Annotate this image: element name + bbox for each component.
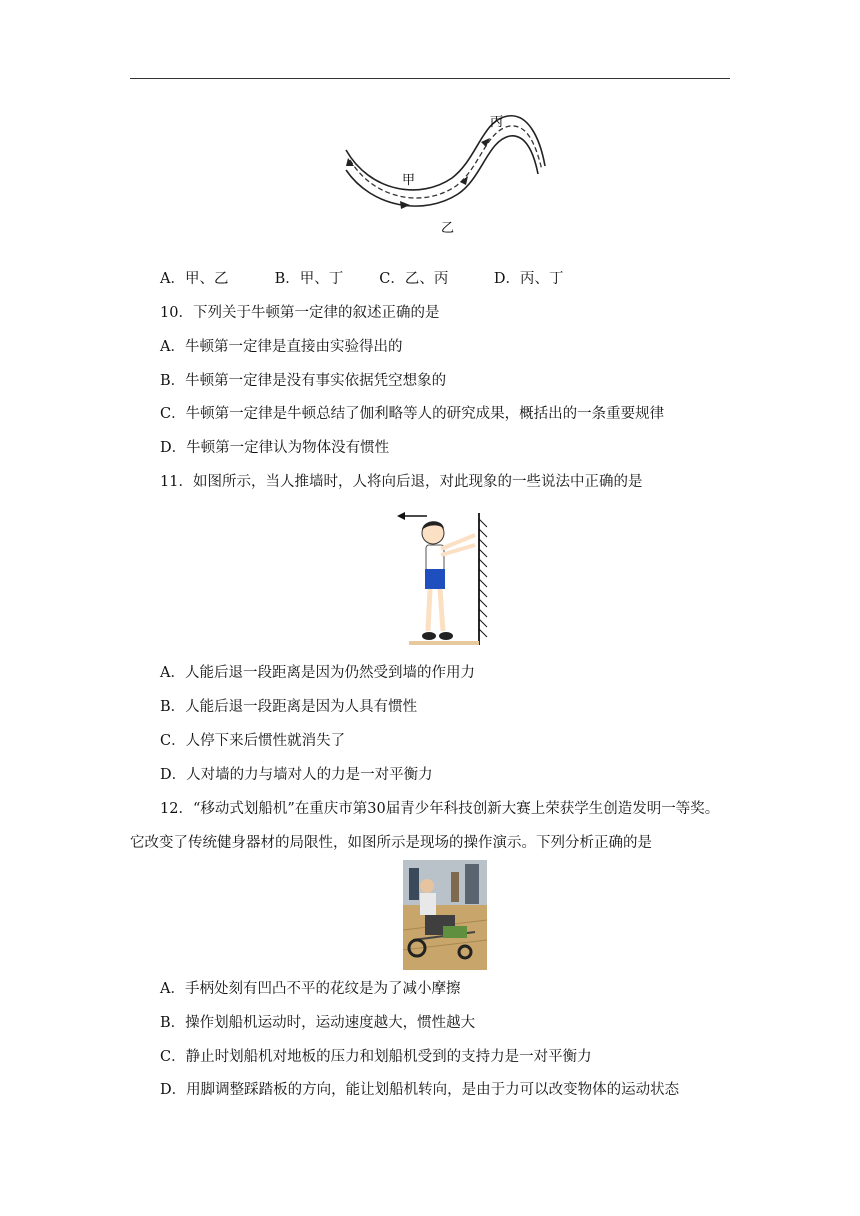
- rowing-machine-photo: [403, 860, 487, 970]
- q9-option-d: D．丙、丁: [493, 271, 564, 287]
- q11-stem: 11．如图所示，当人推墙时，人将向后退，对此现象的一些说法中正确的是: [160, 474, 643, 490]
- q12-option-d: D．用脚调整踩踏板的方向，能让划船机转向，是由于力可以改变物体的运动状态: [160, 1082, 680, 1098]
- q9-option-c: C．乙、丙: [379, 271, 449, 287]
- q12-option-a: A．手柄处刻有凹凸不平的花纹是为了减小摩擦: [160, 981, 461, 997]
- q10-option-c: C．牛顿第一定律是牛顿总结了伽利略等人的研究成果，概括出的一条重要规律: [160, 406, 665, 422]
- road-figure: [340, 108, 555, 238]
- q11-option-c: C．人停下来后惯性就消失了: [160, 733, 346, 749]
- q12-option-c: C．静止时划船机对地板的压力和划船机受到的支持力是一对平衡力: [160, 1049, 592, 1065]
- q11-option-b: B．人能后退一段距离是因为人具有惯性: [160, 699, 418, 715]
- q12-stem-line1: 12．“移动式划船机”在重庆市第30届青少年科技创新大赛上荣获学生创造发明一等奖。: [160, 801, 720, 817]
- header-rule: [130, 78, 730, 79]
- q10-stem: 10．下列关于牛顿第一定律的叙述正确的是: [160, 305, 440, 321]
- q11-option-d: D．人对墙的力与墙对人的力是一对平衡力: [160, 767, 433, 783]
- q9-option-a: A．甲、乙: [160, 271, 229, 287]
- road-label-bing: 丙: [490, 115, 504, 130]
- q10-option-b: B．牛顿第一定律是没有事实依据凭空想象的: [160, 373, 447, 389]
- road-label-yi: 乙: [441, 221, 455, 236]
- q9-option-b: B．甲、丁: [274, 271, 344, 287]
- q10-option-a: A．牛顿第一定律是直接由实验得出的: [160, 339, 403, 355]
- road-label-jia: 甲: [402, 173, 416, 188]
- q12-option-b: B．操作划船机运动时，运动速度越大，惯性越大: [160, 1015, 476, 1031]
- q11-option-a: A．人能后退一段距离是因为仍然受到墙的作用力: [160, 665, 475, 681]
- q10-option-d: D．牛顿第一定律认为物体没有惯性: [160, 440, 390, 456]
- boy-pushing-wall-figure: [395, 505, 495, 650]
- q12-stem-line2: 它改变了传统健身器材的局限性，如图所示是现场的操作演示。下列分析正确的是: [130, 835, 652, 851]
- q9-options: [160, 269, 563, 289]
